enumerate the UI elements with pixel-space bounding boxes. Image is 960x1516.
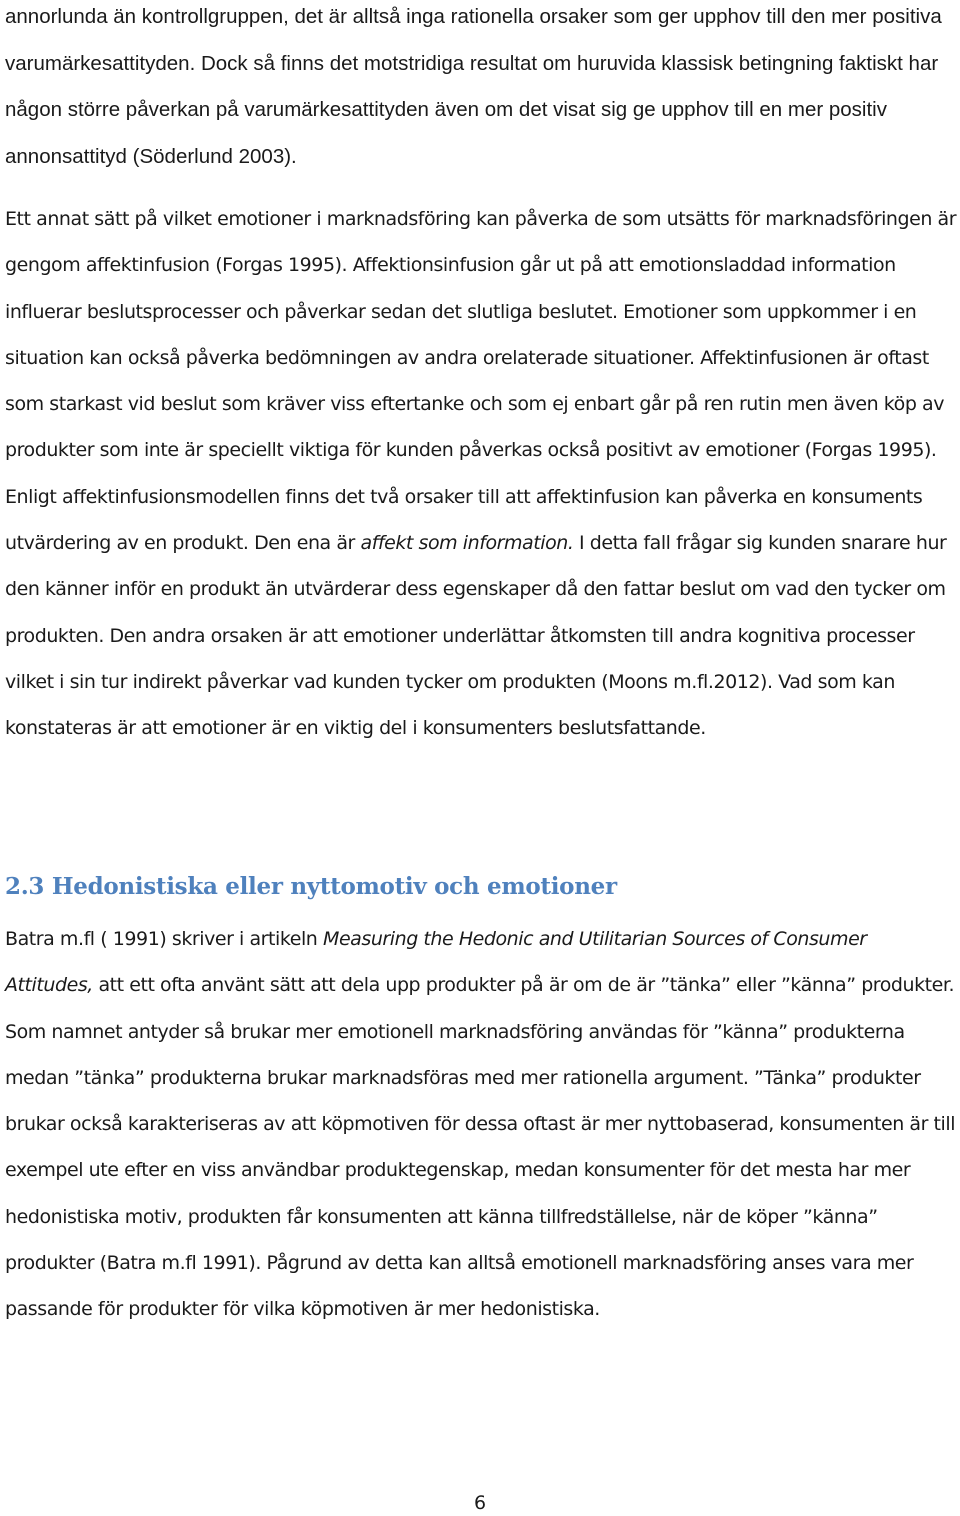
italic-article-title: Measuring the Hedonic and Utilitarian Sources of Consumer Attitudes, <box>5 928 867 997</box>
continuation-paragraph: annorlunda än kontrollgruppen, det är alltså inga rationella orsaker som ger upphov till den mer positiva varumärkesattityden. Dock så finns det motstridiga resultat om huruvida klassisk betingning faktiskt har någon större påverkan på varumärkesattityden även om det visat sig ge upphov till en mer positiv annonsattityd (Söderlund 2003). <box>5 5 942 168</box>
paragraph-text: att ett ofta använt sätt att dela upp produkter på är om de är ”tänka” eller ”känna” produkter. Som namnet antyder så brukar mer emotionell marknadsföring användas för ”känna” produkterna medan ”tänka” produkterna brukar marknadsföras med mer rationella argument. ”Tänka” produkter brukar också karakteriseras av att köpmotiven för dessa oftast är mer nyttobaserad, konsumenten är till exempel ute efter en viss användbar produktegenskap, medan konsumenter för det mesta har mer hedonistiska motiv, produkten får konsumenten att känna tillfredställelse, när de köper ”känna” produkter (Batra m.fl 1991). Pågrund av detta kan alltså emotionell marknadsföring anses vara mer passande för produkter för vilka köpmotiven är mer hedonistiska. <box>5 974 956 1321</box>
body-paragraph-hedonic <box>5 916 958 1333</box>
paragraph-text: I detta fall frågar sig kunden snarare hur den känner inför en produkt än utvärderar dess egenskaper då den fattar beslut om vad den tycker om produkten. Den andra orsaken är att emotioner underlättar åtkomsten till andra kognitiva processer vilket i sin tur indirekt påverkar vad kunden tycker om produkten (Moons m.fl.2012). Vad som kan konstateras är att emotioner är en viktig del i konsumenters beslutsfattande. <box>5 532 947 740</box>
paragraph-text: Batra m.fl ( 1991) skriver i artikeln <box>5 928 323 950</box>
page-number: 6 <box>473 1492 487 1514</box>
section-heading: 2.3 Hedonistiska eller nyttomotiv och emotioner <box>5 873 617 900</box>
italic-term: affekt som information. <box>360 532 574 555</box>
body-paragraph-affect-infusion <box>5 196 958 752</box>
paragraph-text: Ett annat sätt på vilket emotioner i marknadsföring kan påverka de som utsätts för marknadsföringen är gengom affektinfusion (Forgas 1995). Affektionsinfusion går ut på att emotionsladdad information influerar beslutsprocesser och påverkar sedan det slutliga beslutet. Emotioner som uppkommer i en situation kan också påverka bedömningen av andra orelaterade situationer. Affektinfusionen är oftast som starkast vid beslut som kräver viss eftertanke och som ej enbart går på ren rutin men även köp av produkter som inte är speciellt viktiga för kunden påverkas också positivt av emotioner (Forgas 1995). Enligt affektinfusionsmodellen finns det två orsaker till att affektinfusion kan påverka en konsuments utvärdering av en produkt. Den ena är <box>5 208 957 555</box>
